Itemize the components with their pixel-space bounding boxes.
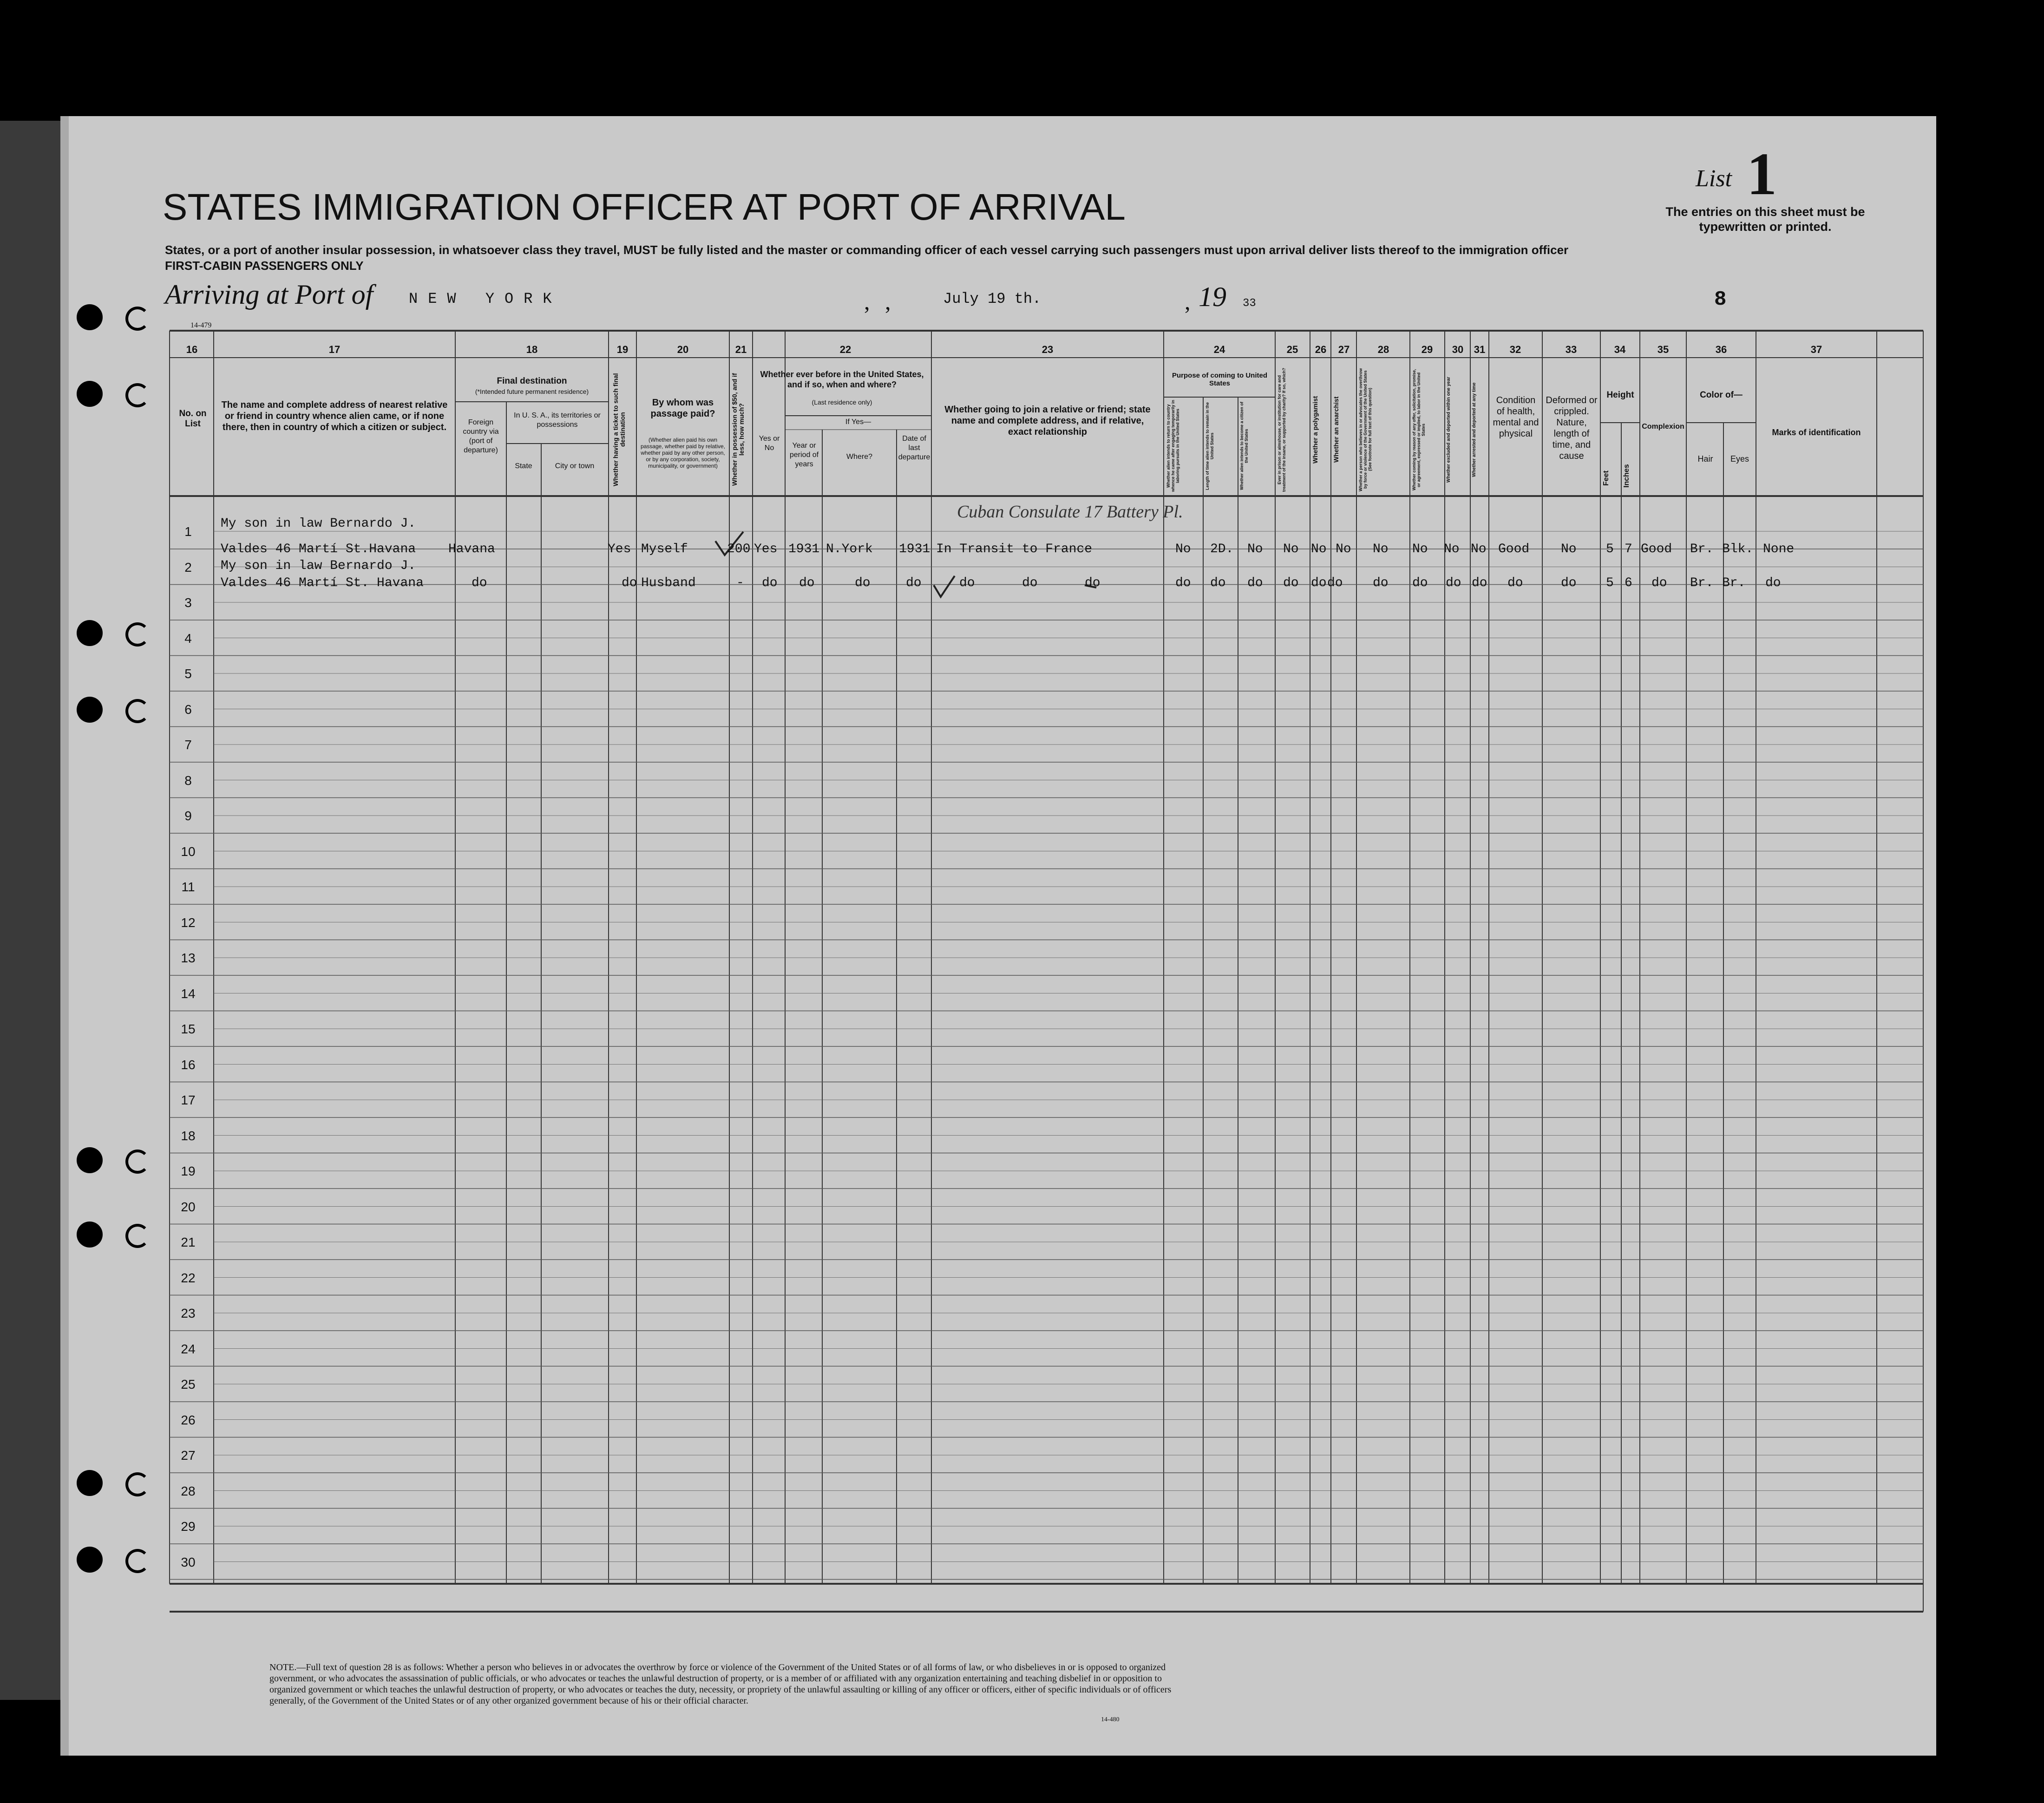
- header-year: Year or period of years: [789, 442, 819, 468]
- row-number: 15: [181, 1022, 196, 1036]
- column-number: 26: [1315, 344, 1327, 355]
- column-number: 23: [1042, 344, 1054, 355]
- row1-ticket: Yes: [608, 542, 631, 556]
- header-nearest-relative: The name and complete address of nearest relative or friend in country whence alien came, or if none there, then in country of which a citizen or subject.: [221, 400, 448, 432]
- header-overthrow: Whether a person who believes in or advocates the overthrow by force or violence of the Government of the United States (See footnote for full text of this question): [1358, 368, 1372, 491]
- column-number: 30: [1452, 344, 1464, 355]
- header-intends-citizen: Whether alien intends to become a citizen of the United States: [1239, 401, 1249, 490]
- header-state: State: [515, 462, 532, 470]
- row-number: 14: [181, 986, 196, 1001]
- row2-polygamist: do: [1311, 576, 1327, 590]
- form-code-top: 14-479: [190, 321, 212, 329]
- row-number: 5: [184, 666, 192, 681]
- column-number: 33: [1565, 344, 1577, 355]
- row-number: 29: [181, 1519, 196, 1534]
- row-number: 11: [181, 880, 195, 894]
- header-arrested: Whether arrested and deported at any time: [1472, 382, 1477, 477]
- row2-before-where: do: [855, 576, 871, 590]
- row-number: 4: [184, 631, 192, 646]
- row-number: 6: [184, 702, 192, 717]
- arrival-date: July 19 th.: [943, 290, 1042, 307]
- header-foreign-country: Foreign country via (port of departure): [463, 418, 499, 454]
- row2-health: do: [1507, 576, 1523, 590]
- row-number: 7: [184, 738, 192, 752]
- row-number: 30: [181, 1555, 196, 1569]
- header-intends-return: Whether alien intends to return to country whence he came after engaging temporarily in laboring pursuits in the United States: [1166, 399, 1180, 492]
- header-prison: Ever in prison or almshouse, or institution for care and treatment of the insane, or supported by charity? If so, which?: [1277, 367, 1286, 492]
- row-number: 25: [181, 1377, 196, 1391]
- header-passage-paid-note: (Whether alien paid his own passage, whether paid by relative, whether paid by any other person, or by any corporation, society, municipality, or government): [640, 437, 726, 469]
- header-date-departure: Date of last departure: [898, 435, 930, 461]
- row1-inches: 7: [1625, 542, 1632, 556]
- row1-anarchist: No: [1336, 542, 1351, 556]
- header-money: Whether in possession of $50, and if less, how much?: [731, 373, 745, 486]
- form-code-bottom: 14-480: [1101, 1716, 1120, 1723]
- column-number: 37: [1810, 344, 1822, 355]
- row2-relative-line1: My son in law Bernardo J.: [221, 559, 416, 573]
- header-excluded: Whether excluded and deported within one year: [1446, 377, 1451, 483]
- column-number: 21: [735, 344, 747, 355]
- header-color-of: Color of—: [1700, 390, 1743, 400]
- row1-hair: Br.: [1690, 542, 1714, 556]
- header-health: Condition of health, mental and physical: [1493, 395, 1539, 439]
- header-where: Where?: [846, 453, 873, 461]
- row1-health: Good: [1498, 542, 1530, 556]
- header-complexion: Complexion: [1642, 423, 1684, 431]
- row2-relative-line2: Valdes 46 Martí St. Havana: [221, 576, 424, 590]
- header-ever-before: Whether ever before in the United States, and if so, when and where?: [760, 370, 924, 389]
- row2-overthrow: do: [1373, 576, 1389, 590]
- header-if-yes: If Yes—: [845, 418, 871, 426]
- row-number: 28: [181, 1483, 196, 1498]
- header-hair: Hair: [1697, 454, 1713, 464]
- row1-marks: None: [1763, 542, 1795, 556]
- header-feet: Feet: [1602, 470, 1610, 486]
- row1-relative-line1: My son in law Bernardo J.: [221, 516, 416, 531]
- row1-length: 2D.: [1210, 542, 1234, 556]
- row-number: 8: [184, 773, 192, 788]
- header-no-on-list: No. on List: [179, 409, 207, 429]
- column-number: 31: [1474, 344, 1486, 355]
- column-number: 19: [616, 344, 629, 355]
- row1-foreign: Havana: [448, 542, 495, 556]
- header-going-to-join: Whether going to join a relative or friend; state name and complete address, and if relative, exact relationship: [944, 405, 1151, 437]
- row-number: 24: [181, 1341, 196, 1356]
- row2-complexion: do: [1651, 576, 1667, 590]
- header-passage-paid: By whom was passage paid?: [650, 398, 715, 419]
- page-number: 8: [1714, 288, 1727, 311]
- row-number: 16: [181, 1057, 196, 1072]
- row1-polygamist: No: [1311, 542, 1327, 556]
- row-number: 21: [181, 1235, 196, 1249]
- row1-overthrow: No: [1373, 542, 1389, 556]
- row2-anarchist: do: [1327, 576, 1343, 590]
- column-number: 24: [1213, 344, 1225, 355]
- column-number: 20: [677, 344, 689, 355]
- column-number: 28: [1377, 344, 1389, 355]
- header-labor-offer: Whether coming by reason of any offer, solicitation, promise, or agreement, expressed or implied, to labor in the United States: [1412, 369, 1426, 490]
- separator: ,: [1185, 288, 1191, 314]
- header-ticket: Whether having a ticket to such final destination: [612, 373, 626, 486]
- row1-return: No: [1175, 542, 1191, 556]
- arrival-year-prefix: 19: [1199, 281, 1226, 312]
- header-final-destination: Final destination: [497, 376, 567, 386]
- row-number: 10: [181, 844, 196, 859]
- separator: ,: [885, 288, 891, 314]
- header-polygamist: Whether a polygamist: [1311, 396, 1319, 464]
- row2-ticket: do: [622, 576, 637, 590]
- column-number: 16: [186, 344, 198, 355]
- row1-excluded: No: [1444, 542, 1460, 556]
- column-number: 17: [328, 344, 341, 355]
- row2-arrested: do: [1472, 576, 1487, 590]
- row-number: 17: [181, 1093, 196, 1107]
- column-number: 22: [839, 344, 852, 355]
- row-number: 12: [181, 915, 196, 930]
- row1-prison: No: [1283, 542, 1299, 556]
- column-number: 25: [1286, 344, 1298, 355]
- row1-paid-by: Myself: [641, 542, 688, 556]
- row-number: 2: [184, 560, 192, 575]
- row2-length: do: [1210, 576, 1226, 590]
- column-number: 35: [1657, 344, 1669, 355]
- row-number: 26: [181, 1412, 196, 1427]
- row1-join: In Transit to France: [936, 542, 1093, 556]
- row2-citizen: do: [1247, 576, 1263, 590]
- column-number: 34: [1614, 344, 1626, 355]
- row-number: 23: [181, 1306, 196, 1320]
- passenger-class-line: FIRST-CABIN PASSENGERS ONLY: [165, 259, 364, 273]
- column-number: 18: [526, 344, 538, 355]
- row1-arrested: No: [1471, 542, 1487, 556]
- row2-before-year: do: [799, 576, 815, 590]
- row2-paid-by: Husband: [641, 576, 696, 590]
- column-number: 29: [1421, 344, 1433, 355]
- row1-complexion: Good: [1641, 542, 1672, 556]
- row1-before-yesno: Yes: [754, 542, 778, 556]
- header-inches: Inches: [1623, 464, 1631, 488]
- arriving-label: Arriving at Port of: [165, 279, 373, 310]
- header-eyes: Eyes: [1730, 454, 1749, 464]
- row2-deformed: do: [1561, 576, 1577, 590]
- row2-join-b: do: [1022, 576, 1038, 590]
- row2-offer: do: [1412, 576, 1428, 590]
- row2-eyes: Br.: [1722, 576, 1746, 590]
- header-length-stay: Length of time alien intends to remain in the United States: [1205, 402, 1214, 490]
- row2-prison: do: [1283, 576, 1299, 590]
- row-number: 22: [181, 1270, 196, 1285]
- column-number: 36: [1715, 344, 1727, 355]
- row2-marks: do: [1765, 576, 1781, 590]
- row-number: 27: [181, 1448, 196, 1463]
- arrival-year-suffix: 33: [1243, 297, 1256, 310]
- footnote-question-28: NOTE.—Full text of question 28 is as follows: Whether a person who believes in or advocates the overthrow by force or violence of the Government of the United States or of all forms of law, or who disbelieves in or is opposed to organized government, or who advocates the assassination of public officials, or who advocates or teaches the unlawful destruction of property, or is a member of or affiliated with any organization entertaining and teaching disbelief in or opposition to organized government or which teaches the unlawful destruction of property, or who advocates or teaches the duty, necessity, or propriety of the unlawful assaulting or killing of any officer or officers, either of specific individuals or of officers generally, of the Government of the United States or of any other organized government because of his or their official character.: [269, 1662, 1172, 1706]
- row2-excluded: do: [1446, 576, 1461, 590]
- row1-citizen: No: [1247, 542, 1263, 556]
- header-final-destination-note: (*Intended future permanent residence): [475, 388, 589, 395]
- list-number: 1: [1747, 141, 1777, 208]
- row2-money: -: [736, 576, 744, 590]
- row1-offer: No: [1412, 542, 1428, 556]
- column-number: 27: [1338, 344, 1350, 355]
- row1-before-where: N.York: [826, 542, 873, 556]
- arrival-port: NEW YORK: [409, 290, 562, 307]
- row-number: 1: [184, 524, 192, 539]
- handwritten-consulate-note: Cuban Consulate 17 Battery Pl.: [957, 502, 1183, 522]
- title-subline: States, or a port of another insular possession, in whatsoever class they travel, MUST be fully listed and the master or commanding officer of each vessel carrying such passengers must upon arrival deliver lists thereof to the immigration officer: [165, 243, 1569, 257]
- row2-inches: 6: [1625, 576, 1632, 590]
- header-anarchist: Whether an anarchist: [1332, 396, 1340, 463]
- typewritten-instructions: The entries on this sheet must be typewritten or printed.: [1665, 205, 1865, 234]
- row2-return: do: [1175, 576, 1191, 590]
- row2-feet: 5: [1606, 576, 1614, 590]
- column-number: 32: [1509, 344, 1521, 355]
- header-city: City or town: [555, 462, 595, 470]
- header-in-usa: In U. S. A., its territories or possessions: [514, 412, 601, 429]
- row-number: 3: [184, 595, 192, 610]
- row2-join-c: do: [1085, 576, 1101, 590]
- separator: ,: [864, 288, 870, 314]
- row2-before-date: do: [906, 576, 922, 590]
- list-label: List: [1696, 165, 1732, 192]
- row-number: 9: [184, 809, 192, 823]
- row1-eyes: Blk.: [1722, 542, 1754, 556]
- row1-before-year: 1931: [788, 542, 820, 556]
- row-number: 20: [181, 1199, 196, 1214]
- header-deformed: Deformed or crippled. Nature, length of time, and cause: [1546, 395, 1598, 461]
- row1-money: 200: [727, 542, 751, 556]
- row1-relative-line2: Valdes 46 Martí St.Havana: [221, 542, 416, 556]
- row2-hair: Br.: [1690, 576, 1714, 590]
- header-yes-or-no: Yes or No: [759, 435, 780, 452]
- header-ever-before-note: (Last residence only): [812, 398, 872, 406]
- row1-before-date: 1931: [899, 542, 930, 556]
- row2-join-a: do: [959, 576, 975, 590]
- row-number: 19: [181, 1164, 196, 1178]
- header-height: Height: [1606, 390, 1634, 400]
- header-marks: Marks of identification: [1772, 428, 1861, 437]
- row1-feet: 5: [1606, 542, 1614, 556]
- row2-before-yesno: do: [762, 576, 778, 590]
- row-number: 18: [181, 1128, 196, 1143]
- row-number: 13: [181, 951, 196, 965]
- row1-deformed: No: [1561, 542, 1577, 556]
- row2-foreign: do: [472, 576, 487, 590]
- header-purpose: Purpose of coming to United States: [1172, 372, 1267, 387]
- page-title: STATES IMMIGRATION OFFICER AT PORT OF ARRIVAL: [163, 186, 1126, 228]
